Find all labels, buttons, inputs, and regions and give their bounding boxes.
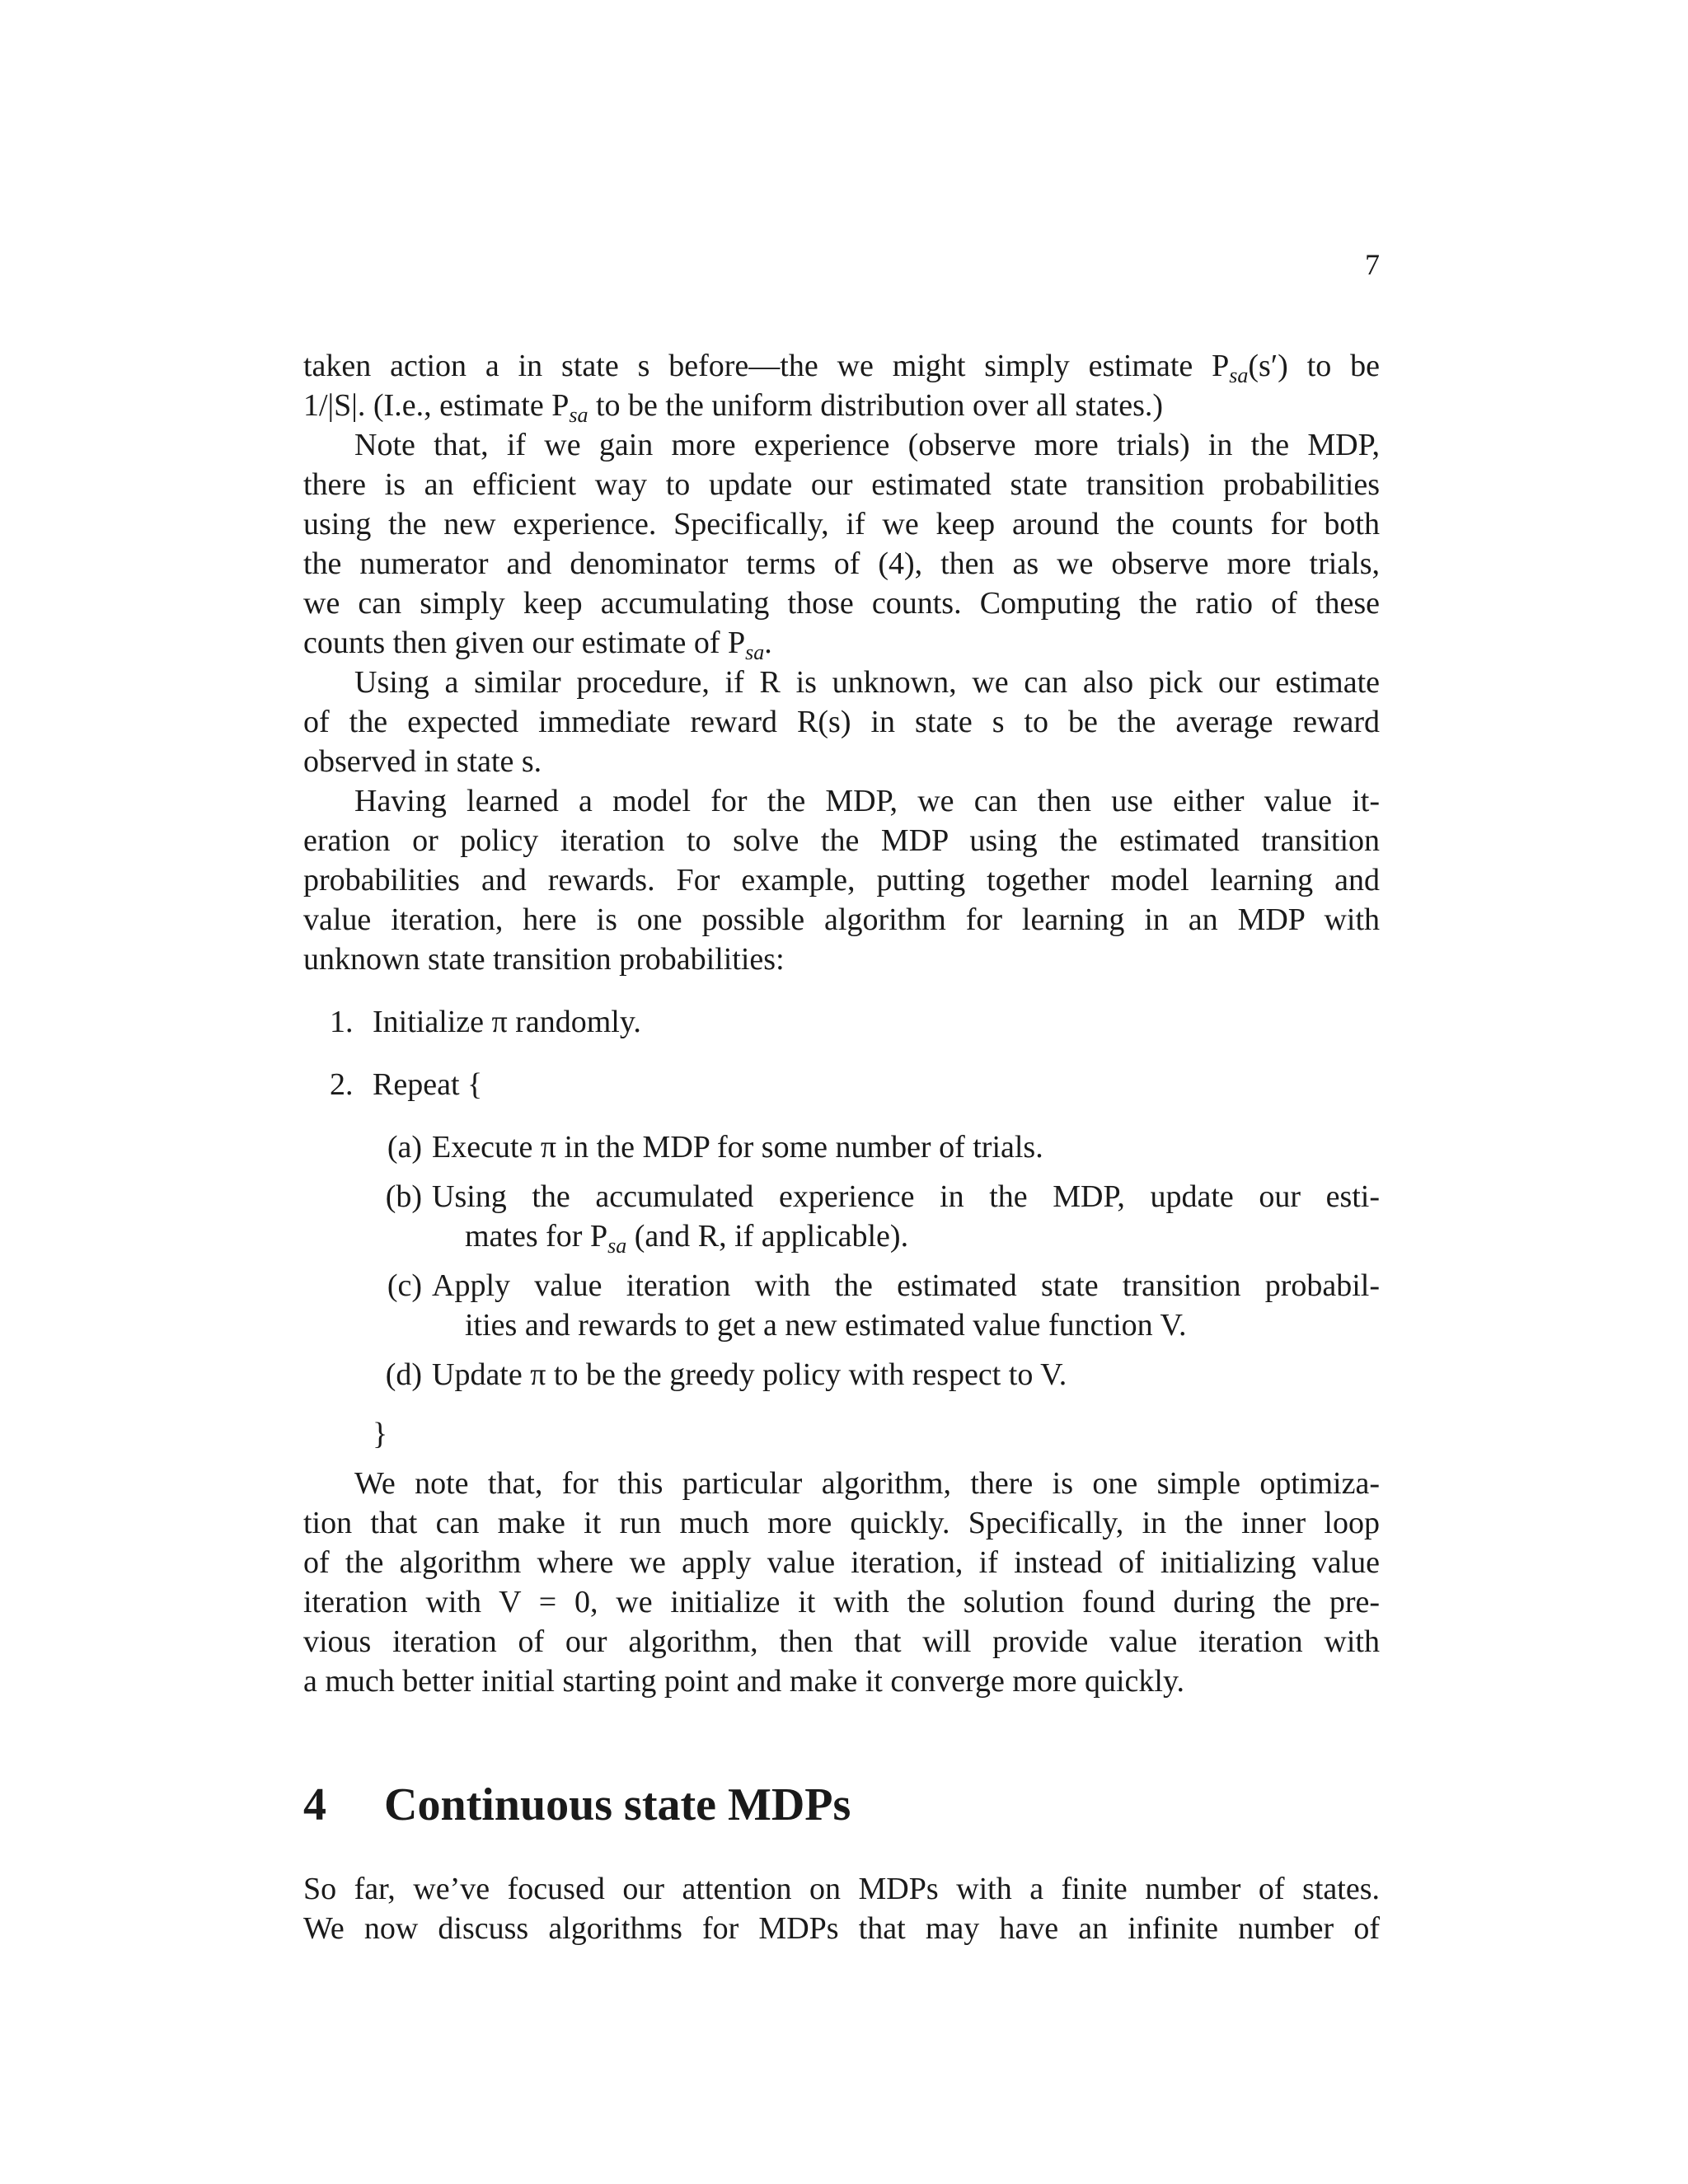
text-line: We note that, for this particular algorithm, there is one simple optimiza- (354, 1466, 1380, 1501)
sub-item-a-label: (a) (387, 1130, 422, 1165)
paragraph-continuation (303, 346, 1380, 425)
section-number: 4 (303, 1779, 326, 1830)
section-heading (303, 1776, 851, 1834)
text-line: taken action a in state s before—the we might simply estimate $P_{sa}(s')$ to be (303, 349, 1380, 387)
text-line: tion that can make it run much more quickly. Specifically, in the inner loop (303, 1506, 1380, 1540)
text-line: a much better initial starting point and make it converge more quickly. (303, 1664, 1184, 1699)
text-line: we can simply keep accumulating those counts. Computing the ratio of these (303, 586, 1380, 621)
text-line: mates for $P_{sa}$ (and R, if applicable). (465, 1219, 909, 1258)
sub-item-c-label: (c) (387, 1268, 422, 1303)
sub-item-d-label: (d) (385, 1357, 422, 1392)
text-line: vious iteration of our algorithm, then that will provide value iteration with (303, 1624, 1380, 1659)
list-item-2-text: Repeat { (373, 1067, 483, 1102)
text-line: of the algorithm where we apply value iteration, if instead of initializing value (303, 1545, 1380, 1580)
text-line: probabilities and rewards. For example, putting together model learning and (303, 863, 1380, 898)
list-item-2-label: 2. (330, 1067, 354, 1102)
list-item-1-text: Initialize π randomly. (373, 1005, 641, 1039)
text-line: unknown state transition probabilities: (303, 942, 785, 977)
sub-item-d-text: Update π to be the greedy policy with respect to V. (432, 1357, 1067, 1392)
sub-item-b-label: (b) (385, 1179, 422, 1214)
text-line: counts then given our estimate of $P_{sa}$. (303, 626, 772, 664)
text-line: there is an efficient way to update our estimated state transition probabilities (303, 467, 1380, 502)
list-item-1-label: 1. (330, 1005, 354, 1039)
sub-item-b-text (432, 1177, 1380, 1256)
text-line: Having learned a model for the MDP, we can then use either value it- (354, 784, 1380, 818)
text-line: using the new experience. Specifically, if we keep around the counts for both (303, 507, 1380, 541)
paragraph-model-learning (303, 781, 1380, 979)
paragraph-continuous-intro (303, 1869, 1380, 1948)
paragraph-optimization (303, 1464, 1380, 1701)
paragraph-reward-estimate (303, 663, 1380, 781)
text-line: the numerator and denominator terms of (4), then as we observe more trials, (303, 546, 1380, 581)
text-line: Using a similar procedure, if R is unknown, we can also pick our estimate (354, 665, 1380, 700)
text-line: 1/|S|. (I.e., estimate $P_{sa}$ to be the uniform distribution over all states.) (303, 388, 1164, 427)
paragraph-update-counts (303, 425, 1380, 663)
text-line: observed in state s. (303, 744, 542, 779)
text-line: Apply value iteration with the estimated state transition probabil- (432, 1268, 1380, 1303)
sub-item-a-text: Execute π in the MDP for some number of trials. (432, 1130, 1043, 1165)
text-line: So far, we’ve focused our attention on MDPs with a finite number of states. (303, 1872, 1380, 1906)
text-line: eration or policy iteration to solve the MDP using the estimated transition (303, 823, 1380, 858)
section-title: Continuous state MDPs (384, 1779, 851, 1830)
sub-item-c-text (432, 1266, 1380, 1345)
text-line: Note that, if we gain more experience (observe more trials) in the MDP, (354, 428, 1380, 462)
text-line: ities and rewards to get a new estimated value function V. (465, 1308, 1187, 1343)
text-line: iteration with V = 0, we initialize it with the solution found during the pre- (303, 1585, 1380, 1619)
text-line: We now discuss algorithms for MDPs that may have an infinite number of (303, 1911, 1380, 1946)
text-line: of the expected immediate reward R(s) in state s to be the average reward (303, 705, 1380, 739)
page-number: 7 (1365, 248, 1380, 281)
text-line: Using the accumulated experience in the MDP, update our esti- (432, 1179, 1380, 1214)
text-line: value iteration, here is one possible algorithm for learning in an MDP with (303, 902, 1380, 937)
closing-brace: } (373, 1417, 388, 1451)
